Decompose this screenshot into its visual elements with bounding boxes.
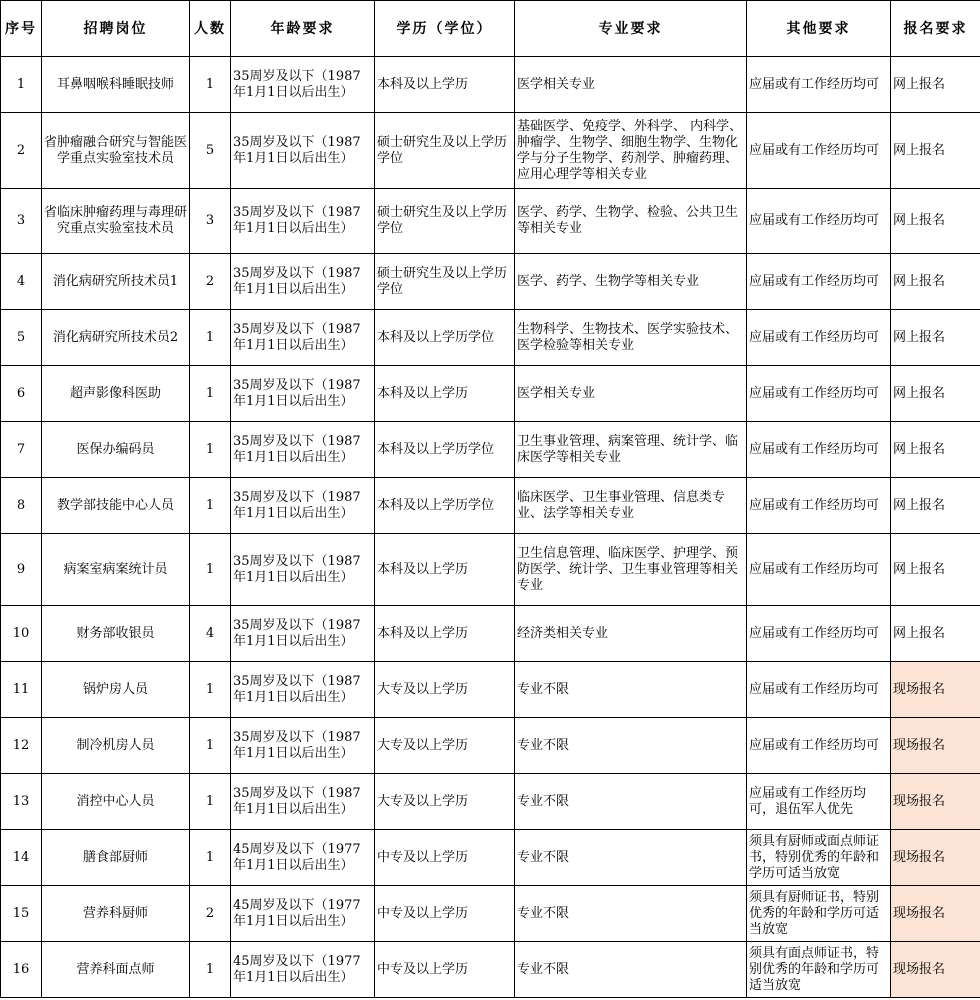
cell-count: 1 xyxy=(190,366,231,422)
cell-signup: 网上报名 xyxy=(891,57,980,113)
cell-signup: 网上报名 xyxy=(891,189,980,254)
header-row xyxy=(1,1,980,57)
cell-other: 应届或有工作经历均可 xyxy=(747,57,891,113)
cell-position: 制冷机房人员 xyxy=(42,718,190,774)
cell-serial-number: 3 xyxy=(1,189,42,254)
cell-major: 专业不限 xyxy=(515,942,747,998)
cell-major: 专业不限 xyxy=(515,886,747,942)
cell-major: 卫生信息管理、临床医学、护理学、预防医学、统计学、卫生事业管理等相关专业 xyxy=(515,534,747,606)
cell-major: 医学、药学、生物学、检验、公共卫生等相关专业 xyxy=(515,189,747,254)
header-position: 招聘岗位 xyxy=(42,1,190,57)
cell-major: 专业不限 xyxy=(515,830,747,886)
table-row xyxy=(1,534,980,606)
cell-age: 45周岁及以下（1977年1月1日以后出生） xyxy=(231,886,375,942)
table-body xyxy=(1,57,980,998)
cell-count: 4 xyxy=(190,606,231,662)
cell-count: 1 xyxy=(190,942,231,998)
cell-age: 35周岁及以下（1987年1月1日以后出生） xyxy=(231,606,375,662)
cell-signup: 现场报名 xyxy=(891,886,980,942)
header-serial-number: 序号 xyxy=(1,1,42,57)
cell-major: 医学相关专业 xyxy=(515,57,747,113)
cell-education: 本科及以上学历 xyxy=(375,534,515,606)
cell-serial-number: 1 xyxy=(1,57,42,113)
cell-serial-number: 4 xyxy=(1,254,42,310)
cell-other: 应届或有工作经历均可 xyxy=(747,113,891,189)
cell-signup: 网上报名 xyxy=(891,478,980,534)
cell-other: 应届或有工作经历均可 xyxy=(747,606,891,662)
cell-count: 1 xyxy=(190,478,231,534)
cell-other: 应届或有工作经历均可 xyxy=(747,534,891,606)
cell-position: 消化病研究所技术员2 xyxy=(42,310,190,366)
cell-count: 1 xyxy=(190,310,231,366)
cell-major: 医学相关专业 xyxy=(515,366,747,422)
cell-signup: 现场报名 xyxy=(891,662,980,718)
cell-serial-number: 12 xyxy=(1,718,42,774)
table-row xyxy=(1,942,980,998)
cell-position: 消化病研究所技术员1 xyxy=(42,254,190,310)
cell-other: 应届或有工作经历均可 xyxy=(747,189,891,254)
cell-education: 本科及以上学历 xyxy=(375,57,515,113)
cell-age: 35周岁及以下（1987年1月1日以后出生） xyxy=(231,718,375,774)
cell-major: 专业不限 xyxy=(515,774,747,830)
cell-signup: 网上报名 xyxy=(891,113,980,189)
cell-signup: 现场报名 xyxy=(891,830,980,886)
cell-count: 2 xyxy=(190,254,231,310)
cell-education: 大专及以上学历 xyxy=(375,662,515,718)
cell-age: 35周岁及以下（1987年1月1日以后出生） xyxy=(231,310,375,366)
cell-other: 应届或有工作经历均可 xyxy=(747,718,891,774)
cell-age: 35周岁及以下（1987年1月1日以后出生） xyxy=(231,774,375,830)
cell-education: 大专及以上学历 xyxy=(375,774,515,830)
cell-serial-number: 2 xyxy=(1,113,42,189)
cell-signup: 现场报名 xyxy=(891,942,980,998)
table-row xyxy=(1,830,980,886)
cell-count: 1 xyxy=(190,422,231,478)
cell-signup: 网上报名 xyxy=(891,606,980,662)
cell-education: 本科及以上学历 xyxy=(375,606,515,662)
header-education: 学历（学位） xyxy=(375,1,515,57)
cell-major: 经济类相关专业 xyxy=(515,606,747,662)
cell-signup: 网上报名 xyxy=(891,254,980,310)
cell-other: 应届或有工作经历均可 xyxy=(747,254,891,310)
header-major: 专业要求 xyxy=(515,1,747,57)
cell-education: 本科及以上学历学位 xyxy=(375,478,515,534)
header-other: 其他要求 xyxy=(747,1,891,57)
cell-age: 35周岁及以下（1987年1月1日以后出生） xyxy=(231,662,375,718)
cell-major: 生物科学、生物技术、医学实验技术、医学检验等相关专业 xyxy=(515,310,747,366)
table-row xyxy=(1,606,980,662)
cell-age: 35周岁及以下（1987年1月1日以后出生） xyxy=(231,366,375,422)
cell-count: 2 xyxy=(190,886,231,942)
table-row xyxy=(1,57,980,113)
cell-serial-number: 6 xyxy=(1,366,42,422)
header-count: 人数 xyxy=(190,1,231,57)
cell-serial-number: 8 xyxy=(1,478,42,534)
cell-serial-number: 5 xyxy=(1,310,42,366)
cell-age: 35周岁及以下（1987年1月1日以后出生） xyxy=(231,57,375,113)
cell-major: 卫生事业管理、病案管理、统计学、临床医学等相关专业 xyxy=(515,422,747,478)
cell-position: 消控中心人员 xyxy=(42,774,190,830)
cell-education: 中专及以上学历 xyxy=(375,886,515,942)
table-row xyxy=(1,422,980,478)
cell-count: 1 xyxy=(190,718,231,774)
cell-serial-number: 9 xyxy=(1,534,42,606)
cell-serial-number: 15 xyxy=(1,886,42,942)
cell-other: 应届或有工作经历均可 xyxy=(747,366,891,422)
cell-position: 医保办编码员 xyxy=(42,422,190,478)
cell-age: 35周岁及以下（1987年1月1日以后出生） xyxy=(231,254,375,310)
cell-other: 须具有厨师或面点师证书，特别优秀的年龄和学历可适当放宽 xyxy=(747,830,891,886)
cell-position: 财务部收银员 xyxy=(42,606,190,662)
cell-signup: 网上报名 xyxy=(891,366,980,422)
cell-serial-number: 10 xyxy=(1,606,42,662)
cell-education: 本科及以上学历学位 xyxy=(375,422,515,478)
cell-position: 膳食部厨师 xyxy=(42,830,190,886)
cell-count: 1 xyxy=(190,830,231,886)
table-row xyxy=(1,886,980,942)
cell-signup: 网上报名 xyxy=(891,534,980,606)
cell-age: 45周岁及以下（1977年1月1日以后出生） xyxy=(231,942,375,998)
cell-signup: 现场报名 xyxy=(891,774,980,830)
cell-age: 35周岁及以下（1987年1月1日以后出生） xyxy=(231,478,375,534)
cell-education: 中专及以上学历 xyxy=(375,942,515,998)
table-row xyxy=(1,189,980,254)
cell-position: 省临床肿瘤药理与毒理研究重点实验室技术员 xyxy=(42,189,190,254)
cell-signup: 网上报名 xyxy=(891,310,980,366)
cell-major: 医学、药学、生物学等相关专业 xyxy=(515,254,747,310)
cell-education: 硕士研究生及以上学历学位 xyxy=(375,113,515,189)
cell-serial-number: 7 xyxy=(1,422,42,478)
cell-position: 耳鼻咽喉科睡眠技师 xyxy=(42,57,190,113)
cell-age: 45周岁及以下（1977年1月1日以后出生） xyxy=(231,830,375,886)
cell-count: 3 xyxy=(190,189,231,254)
cell-count: 5 xyxy=(190,113,231,189)
cell-major: 专业不限 xyxy=(515,718,747,774)
cell-position: 营养科面点师 xyxy=(42,942,190,998)
cell-signup: 网上报名 xyxy=(891,422,980,478)
cell-count: 1 xyxy=(190,774,231,830)
cell-position: 锅炉房人员 xyxy=(42,662,190,718)
cell-age: 35周岁及以下（1987年1月1日以后出生） xyxy=(231,189,375,254)
cell-age: 35周岁及以下（1987年1月1日以后出生） xyxy=(231,534,375,606)
cell-other: 须具有面点师证书，特别优秀的年龄和学历可适当放宽 xyxy=(747,942,891,998)
table-row xyxy=(1,478,980,534)
table-row xyxy=(1,254,980,310)
cell-count: 1 xyxy=(190,662,231,718)
cell-education: 大专及以上学历 xyxy=(375,718,515,774)
header-age: 年龄要求 xyxy=(231,1,375,57)
table-row xyxy=(1,718,980,774)
cell-position: 教学部技能中心人员 xyxy=(42,478,190,534)
cell-serial-number: 11 xyxy=(1,662,42,718)
cell-serial-number: 16 xyxy=(1,942,42,998)
cell-major: 专业不限 xyxy=(515,662,747,718)
table-row xyxy=(1,662,980,718)
cell-other: 须具有厨师证书，特别优秀的年龄和学历可适当放宽 xyxy=(747,886,891,942)
cell-major: 临床医学、卫生事业管理、信息类专业、法学等相关专业 xyxy=(515,478,747,534)
table-row xyxy=(1,310,980,366)
cell-position: 病案室病案统计员 xyxy=(42,534,190,606)
table-row xyxy=(1,113,980,189)
cell-count: 1 xyxy=(190,534,231,606)
cell-education: 硕士研究生及以上学历学位 xyxy=(375,254,515,310)
cell-education: 本科及以上学历 xyxy=(375,366,515,422)
table-row xyxy=(1,366,980,422)
cell-education: 中专及以上学历 xyxy=(375,830,515,886)
cell-other: 应届或有工作经历均可 xyxy=(747,662,891,718)
cell-position: 营养科厨师 xyxy=(42,886,190,942)
cell-age: 35周岁及以下（1987年1月1日以后出生） xyxy=(231,113,375,189)
cell-serial-number: 13 xyxy=(1,774,42,830)
cell-education: 硕士研究生及以上学历学位 xyxy=(375,189,515,254)
cell-count: 1 xyxy=(190,57,231,113)
cell-age: 35周岁及以下（1987年1月1日以后出生） xyxy=(231,422,375,478)
cell-major: 基础医学、免疫学、外科学、 内科学、肿瘤学、生物学、细胞生物学、生物化学与分子生物学、药剂学、肿瘤药理、应用心理学等相关专业 xyxy=(515,113,747,189)
cell-other: 应届或有工作经历均可 xyxy=(747,478,891,534)
cell-position: 省肿瘤融合研究与智能医学重点实验室技术员 xyxy=(42,113,190,189)
cell-other: 应届或有工作经历均可，退伍军人优先 xyxy=(747,774,891,830)
cell-other: 应届或有工作经历均可 xyxy=(747,422,891,478)
header-signup: 报名要求 xyxy=(891,1,980,57)
table-row xyxy=(1,774,980,830)
cell-other: 应届或有工作经历均可 xyxy=(747,310,891,366)
cell-position: 超声影像科医助 xyxy=(42,366,190,422)
cell-signup: 现场报名 xyxy=(891,718,980,774)
cell-education: 本科及以上学历学位 xyxy=(375,310,515,366)
cell-serial-number: 14 xyxy=(1,830,42,886)
